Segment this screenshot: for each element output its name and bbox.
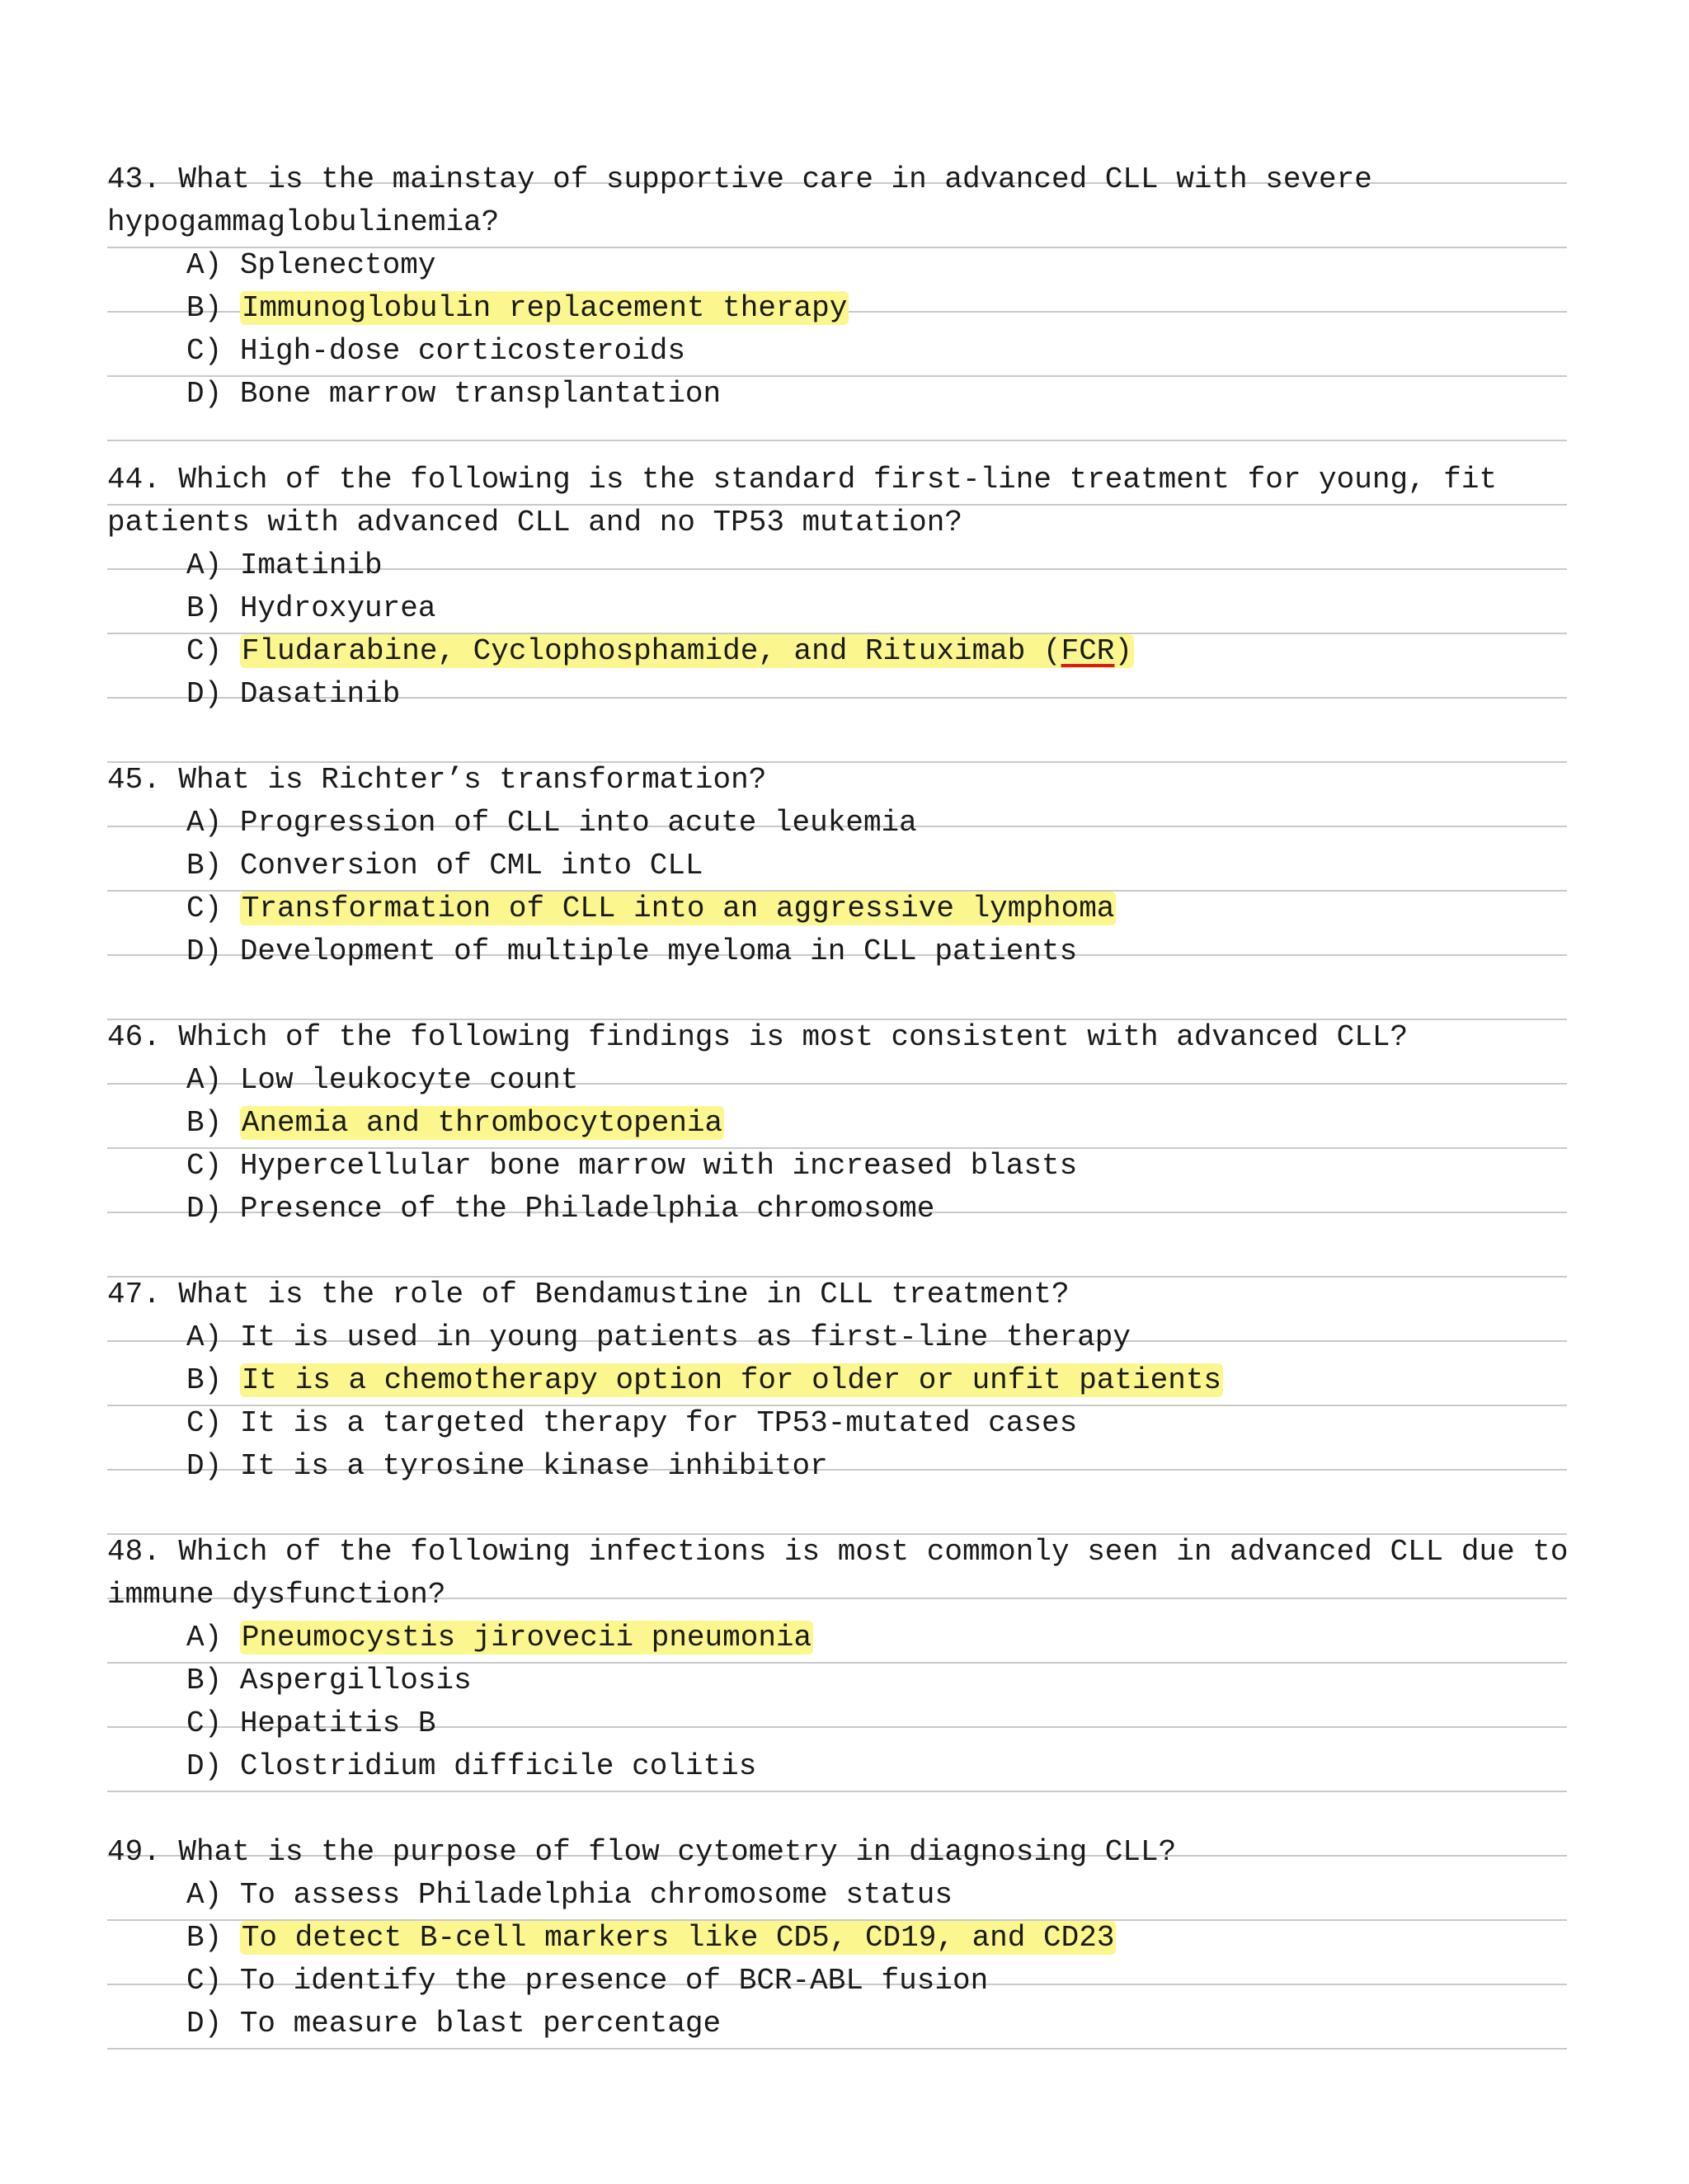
option-letter: A) [186, 1063, 223, 1097]
option-c [107, 1402, 1658, 1445]
option-text: Presence of the Philadelphia chromosome [239, 1192, 935, 1226]
option-d [107, 1745, 1658, 1788]
option-d [107, 2003, 1658, 2045]
option-letter: D) [186, 377, 223, 411]
question-stem: 45. What is Richter’s transformation? [107, 763, 767, 797]
option-b [107, 287, 1658, 330]
option-list [107, 1617, 1658, 1788]
option-letter: A) [186, 1320, 223, 1354]
option-b [107, 845, 1658, 887]
option-text: Imatinib [239, 548, 383, 582]
option-text-highlighted: Anemia and thrombocytopenia [241, 1106, 723, 1140]
option-text: It is a targeted therapy for TP53-mutated cases [239, 1406, 1078, 1440]
question-47 [107, 1273, 1658, 1488]
option-letter: C) [186, 1149, 223, 1183]
option-letter: D) [186, 2007, 223, 2040]
question-stem: 47. What is the role of Bendamustine in CLL treatment? [107, 1278, 1070, 1311]
option-letter: D) [186, 1749, 223, 1783]
question-46 [107, 1016, 1658, 1231]
option-text: Hydroxyurea [239, 591, 436, 625]
option-text: To assess Philadelphia chromosome status [239, 1878, 953, 1912]
question-list [107, 158, 1658, 2088]
option-d [107, 373, 1658, 416]
question-stem: 43. What is the mainstay of supportive care in advanced CLL with severe hypogammaglobulinemia? [107, 162, 1372, 239]
option-letter: B) [186, 291, 223, 325]
option-d [107, 1188, 1658, 1231]
option-a [107, 544, 1658, 587]
option-text: High-dose corticosteroids [239, 334, 685, 368]
option-text: To measure blast percentage [239, 2007, 722, 2040]
option-a [107, 1874, 1658, 1917]
option-list [107, 1059, 1658, 1231]
option-list [107, 544, 1658, 716]
option-list [107, 244, 1658, 416]
option-list [107, 802, 1658, 973]
question-stem: 48. Which of the following infections is most commonly seen in advanced CLL due to immune dysfunction? [107, 1535, 1569, 1612]
option-text: Hepatitis B [239, 1706, 436, 1740]
option-c [107, 887, 1658, 930]
red-underlined-abbreviation: FCR [1061, 634, 1115, 668]
option-letter: A) [186, 548, 223, 582]
option-c [107, 1960, 1658, 2003]
option-text: Splenectomy [239, 248, 436, 282]
option-b [107, 1659, 1658, 1702]
question-45 [107, 759, 1658, 973]
option-text: Low leukocyte count [239, 1063, 579, 1097]
option-text: Clostridium difficile colitis [239, 1749, 757, 1783]
question-stem: 44. Which of the following is the standard first-line treatment for young, fit patients with advanced CLL and no TP53 mutation? [107, 463, 1498, 539]
option-letter: B) [186, 849, 223, 883]
option-letter: A) [186, 1621, 223, 1654]
option-c [107, 630, 1658, 673]
option-a [107, 1316, 1658, 1359]
option-letter: A) [186, 1878, 223, 1912]
option-letter: C) [186, 634, 223, 668]
question-49 [107, 1831, 1658, 2045]
option-letter: B) [186, 1664, 223, 1697]
option-text: Aspergillosis [239, 1664, 472, 1697]
option-text: To identify the presence of BCR-ABL fusion [239, 1964, 989, 1998]
option-a [107, 1617, 1658, 1659]
option-text: Dasatinib [239, 677, 401, 711]
option-c [107, 1145, 1658, 1188]
option-letter: B) [186, 1106, 223, 1140]
option-a [107, 1059, 1658, 1102]
option-text: Hypercellular bone marrow with increased blasts [239, 1149, 1078, 1183]
option-letter: C) [186, 1964, 223, 1998]
option-text-highlighted: It is a chemotherapy option for older or unfit patients [241, 1363, 1222, 1397]
question-43 [107, 158, 1658, 416]
option-letter: A) [186, 806, 223, 840]
option-text-part: Fludarabine, Cyclophosphamide, and Rituximab ( [241, 634, 1061, 668]
option-text-highlighted: Transformation of CLL into an aggressive lymphoma [241, 892, 1115, 925]
option-text: Development of multiple myeloma in CLL patients [239, 934, 1078, 968]
question-48 [107, 1531, 1658, 1788]
option-text-highlighted: Immunoglobulin replacement therapy [241, 291, 848, 325]
option-text-highlighted [240, 634, 1134, 668]
option-d [107, 1445, 1658, 1488]
option-b [107, 1359, 1658, 1402]
option-list [107, 1316, 1658, 1488]
option-d [107, 673, 1658, 716]
option-text: It is used in young patients as first-line therapy [239, 1320, 1131, 1354]
option-c [107, 330, 1658, 373]
option-b [107, 1102, 1658, 1145]
question-44 [107, 459, 1658, 716]
option-b [107, 1917, 1658, 1960]
option-d [107, 930, 1658, 973]
option-letter: B) [186, 591, 223, 625]
option-letter: A) [186, 248, 223, 282]
option-text-part: ) [1114, 634, 1133, 668]
option-letter: D) [186, 934, 223, 968]
option-letter: D) [186, 677, 223, 711]
option-letter: C) [186, 892, 223, 925]
option-letter: B) [186, 1921, 223, 1955]
option-letter: C) [186, 1706, 223, 1740]
option-text-highlighted: Pneumocystis jirovecii pneumonia [241, 1621, 812, 1654]
option-text: Bone marrow transplantation [239, 377, 722, 411]
option-list [107, 1874, 1658, 2045]
option-letter: C) [186, 334, 223, 368]
option-letter: D) [186, 1449, 223, 1483]
option-b [107, 587, 1658, 630]
option-a [107, 802, 1658, 845]
option-text: It is a tyrosine kinase inhibitor [239, 1449, 828, 1483]
option-letter: D) [186, 1192, 223, 1226]
option-text: Conversion of CML into CLL [239, 849, 703, 883]
option-text-highlighted: To detect B-cell markers like CD5, CD19, and CD23 [241, 1921, 1115, 1955]
option-c [107, 1702, 1658, 1745]
option-text: Progression of CLL into acute leukemia [239, 806, 917, 840]
option-letter: B) [186, 1363, 223, 1397]
option-letter: C) [186, 1406, 223, 1440]
question-stem: 46. Which of the following findings is most consistent with advanced CLL? [107, 1020, 1409, 1054]
option-a [107, 244, 1658, 287]
question-stem: 49. What is the purpose of flow cytometry in diagnosing CLL? [107, 1835, 1177, 1869]
